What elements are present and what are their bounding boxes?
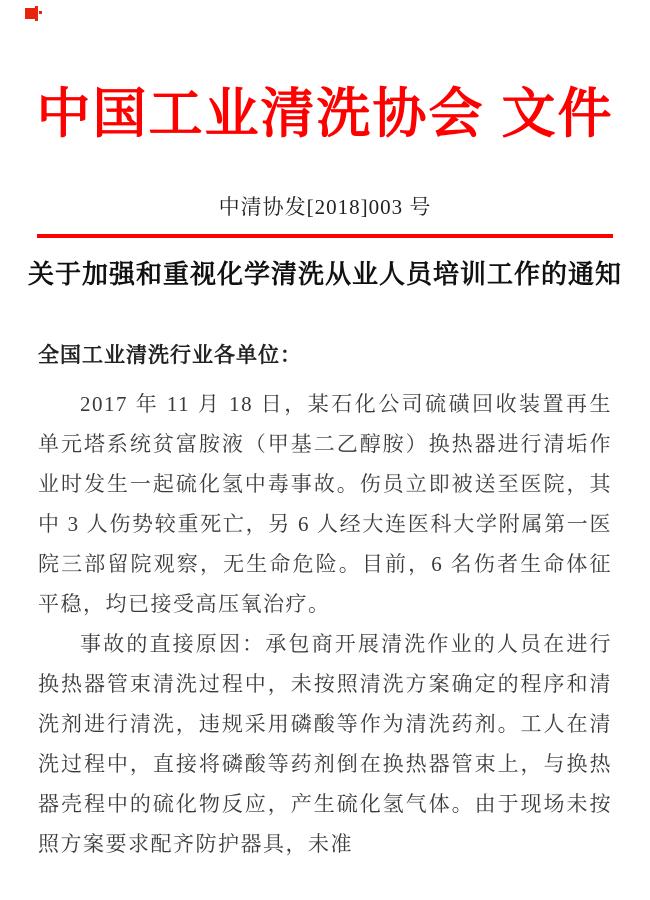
- red-divider: [37, 234, 613, 238]
- org-title: 中国工业清洗协会 文件: [36, 84, 614, 144]
- paragraph: 事故的直接原因：承包商开展清洗作业的人员在进行换热器管束清洗过程中，未按照清洗方案确定的程序和清洗剂进行清洗，违规采用磷酸等作为清洗药剂。工人在清洗过程中，直接将磷酸等药剂倒在换热器管束上，与换热器壳程中的硫化物反应，产生硫化氢气体。由于现场未按照方案要求配齐防护器具，未准: [38, 632, 612, 856]
- notice-body: [38, 384, 612, 864]
- notice-title: 关于加强和重视化学清洗从业人员培训工作的通知: [27, 260, 622, 289]
- salutation: 全国工业清洗行业各单位：: [38, 343, 302, 367]
- red-corner-mark-icon: [25, 6, 42, 21]
- paragraph: 2017 年 11 月 18 日，某石化公司硫磺回收装置再生单元塔系统贫富胺液（甲基二乙醇胺）换热器进行清垢作业时发生一起硫化氢中毒事故。伤员立即被送至医院，其中 3 人伤势较重死亡，另 6 人经大连医科大学附属第一医院三部留院观察，无生命危险。目前，6 名伤者生命体征平稳，均已接受高压氧治疗。: [38, 392, 612, 616]
- doc-number: 中清协发[2018]003 号: [218, 195, 432, 219]
